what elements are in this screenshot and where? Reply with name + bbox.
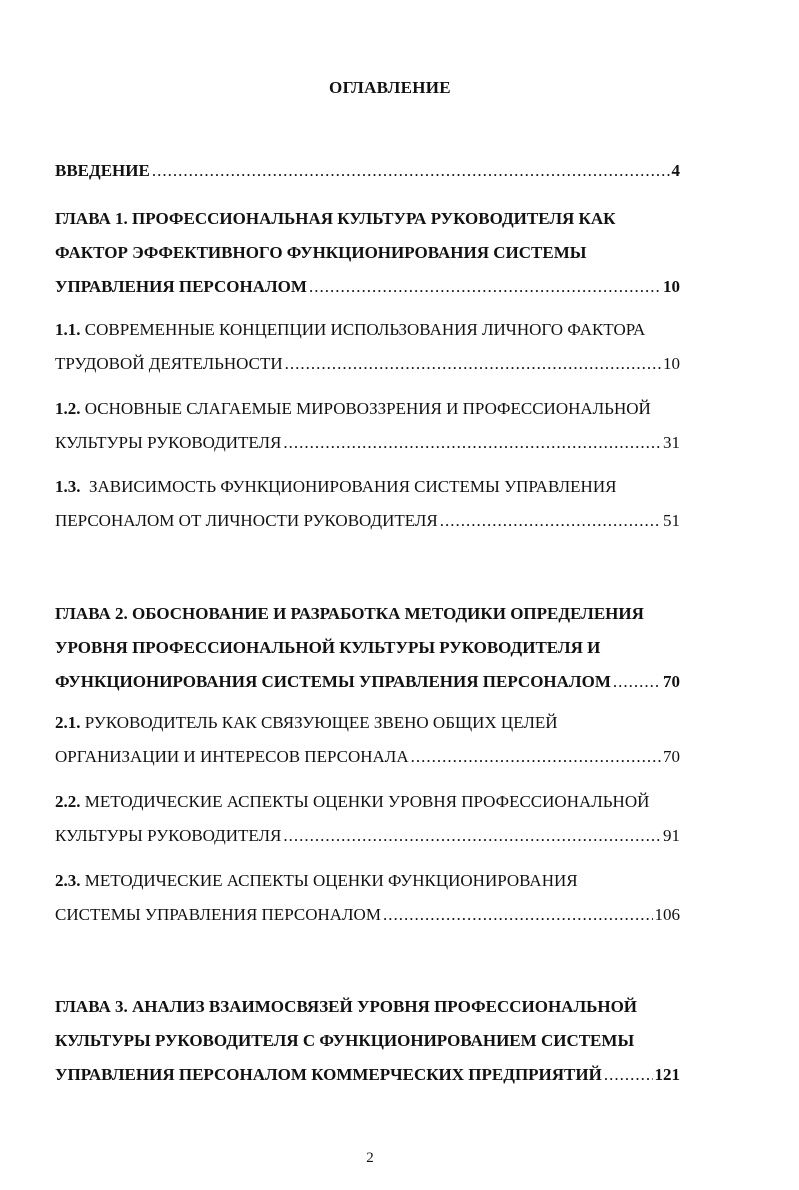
toc-page-number: 51 — [663, 511, 680, 530]
toc-entry-text: СИСТЕМЫ УПРАВЛЕНИЯ ПЕРСОНАЛОМ — [55, 905, 381, 924]
toc-entry-text: ОРГАНИЗАЦИИ И ИНТЕРЕСОВ ПЕРСОНАЛА — [55, 747, 409, 766]
toc-page-number: 10 — [663, 354, 680, 373]
dot-leader — [283, 819, 661, 853]
section-number: 1.1. — [55, 320, 81, 339]
toc-entry-section-1-2[interactable] — [55, 392, 680, 460]
toc-entry-section-1-3[interactable] — [55, 470, 680, 538]
section-number: 1.2. — [55, 399, 81, 418]
toc-entry-text: ВВЕДЕНИЕ — [55, 161, 150, 180]
toc-entry-line: ГЛАВА 2. ОБОСНОВАНИЕ И РАЗРАБОТКА МЕТОДИКИ ОПРЕДЕЛЕНИЯ — [55, 604, 644, 623]
dot-leader — [411, 740, 661, 774]
toc-page-number: 70 — [663, 747, 680, 766]
toc-page-number: 91 — [663, 826, 680, 845]
toc-entry-text: ТРУДОВОЙ ДЕЯТЕЛЬНОСТИ — [55, 354, 283, 373]
toc-entry-chapter-3[interactable] — [55, 990, 680, 1092]
section-number: 2.1. — [55, 713, 81, 732]
dot-leader — [613, 665, 661, 699]
toc-entry-line: КУЛЬТУРЫ РУКОВОДИТЕЛЯ С ФУНКЦИОНИРОВАНИЕМ СИСТЕМЫ — [55, 1031, 635, 1050]
toc-page-number: 31 — [663, 433, 680, 452]
toc-entry-section-2-1[interactable] — [55, 706, 680, 774]
toc-entry-line: СОВРЕМЕННЫЕ КОНЦЕПЦИИ ИСПОЛЬЗОВАНИЯ ЛИЧНОГО ФАКТОРА — [84, 320, 646, 339]
toc-entry-text: КУЛЬТУРЫ РУКОВОДИТЕЛЯ — [55, 433, 282, 452]
section-number: 1.3. — [55, 477, 81, 496]
toc-page-number: 4 — [671, 161, 680, 180]
dot-leader — [383, 898, 653, 932]
toc-entry-chapter-2[interactable] — [55, 597, 680, 699]
toc-entry-line: ОСНОВНЫЕ СЛАГАЕМЫЕ МИРОВОЗЗРЕНИЯ И ПРОФЕССИОНАЛЬНОЙ — [84, 399, 651, 418]
dot-leader — [440, 504, 661, 538]
toc-title: ОГЛАВЛЕНИЕ — [329, 78, 451, 97]
toc-page-number: 121 — [654, 1065, 680, 1084]
dot-leader — [283, 426, 661, 460]
toc-entry-line: ЗАВИСИМОСТЬ ФУНКЦИОНИРОВАНИЯ СИСТЕМЫ УПРАВЛЕНИЯ — [89, 477, 617, 496]
page-number: 2 — [366, 1150, 374, 1166]
dot-leader — [309, 270, 661, 304]
toc-entry-line: УРОВНЯ ПРОФЕССИОНАЛЬНОЙ КУЛЬТУРЫ РУКОВОДИТЕЛЯ И — [55, 638, 601, 657]
toc-entry-section-2-3[interactable] — [55, 864, 680, 932]
toc-entry-chapter-1[interactable] — [55, 202, 680, 304]
toc-entry-line: РУКОВОДИТЕЛЬ КАК СВЯЗУЮЩЕЕ ЗВЕНО ОБЩИХ ЦЕЛЕЙ — [84, 713, 558, 732]
toc-entry-introduction[interactable] — [55, 154, 680, 188]
toc-entry-text: КУЛЬТУРЫ РУКОВОДИТЕЛЯ — [55, 826, 282, 845]
toc-entry-line: МЕТОДИЧЕСКИЕ АСПЕКТЫ ОЦЕНКИ УРОВНЯ ПРОФЕССИОНАЛЬНОЙ — [84, 792, 650, 811]
toc-entry-line: ФАКТОР ЭФФЕКТИВНОГО ФУНКЦИОНИРОВАНИЯ СИСТЕМЫ — [55, 243, 587, 262]
toc-entry-section-1-1[interactable] — [55, 313, 680, 381]
toc-page-number: 106 — [654, 905, 680, 924]
toc-entry-line: ГЛАВА 3. АНАЛИЗ ВЗАИМОСВЯЗЕЙ УРОВНЯ ПРОФЕССИОНАЛЬНОЙ — [55, 997, 638, 1016]
section-number: 2.3. — [55, 871, 81, 890]
toc-page-number: 70 — [663, 672, 680, 691]
toc-entry-text: УПРАВЛЕНИЯ ПЕРСОНАЛОМ — [55, 277, 307, 296]
dot-leader — [285, 347, 661, 381]
toc-entry-text: ФУНКЦИОНИРОВАНИЯ СИСТЕМЫ УПРАВЛЕНИЯ ПЕРСОНАЛОМ — [55, 672, 611, 691]
toc-entry-text: УПРАВЛЕНИЯ ПЕРСОНАЛОМ КОММЕРЧЕСКИХ ПРЕДПРИЯТИЙ — [55, 1065, 602, 1084]
toc-entry-section-2-2[interactable] — [55, 785, 680, 853]
dot-leader — [604, 1058, 653, 1092]
toc-entry-line: ГЛАВА 1. ПРОФЕССИОНАЛЬНАЯ КУЛЬТУРА РУКОВОДИТЕЛЯ КАК — [55, 209, 616, 228]
section-number: 2.2. — [55, 792, 81, 811]
toc-entry-text: ПЕРСОНАЛОМ ОТ ЛИЧНОСТИ РУКОВОДИТЕЛЯ — [55, 511, 438, 530]
toc-entry-line: МЕТОДИЧЕСКИЕ АСПЕКТЫ ОЦЕНКИ ФУНКЦИОНИРОВАНИЯ — [84, 871, 578, 890]
dot-leader — [152, 154, 670, 188]
toc-page-number: 10 — [663, 277, 680, 296]
